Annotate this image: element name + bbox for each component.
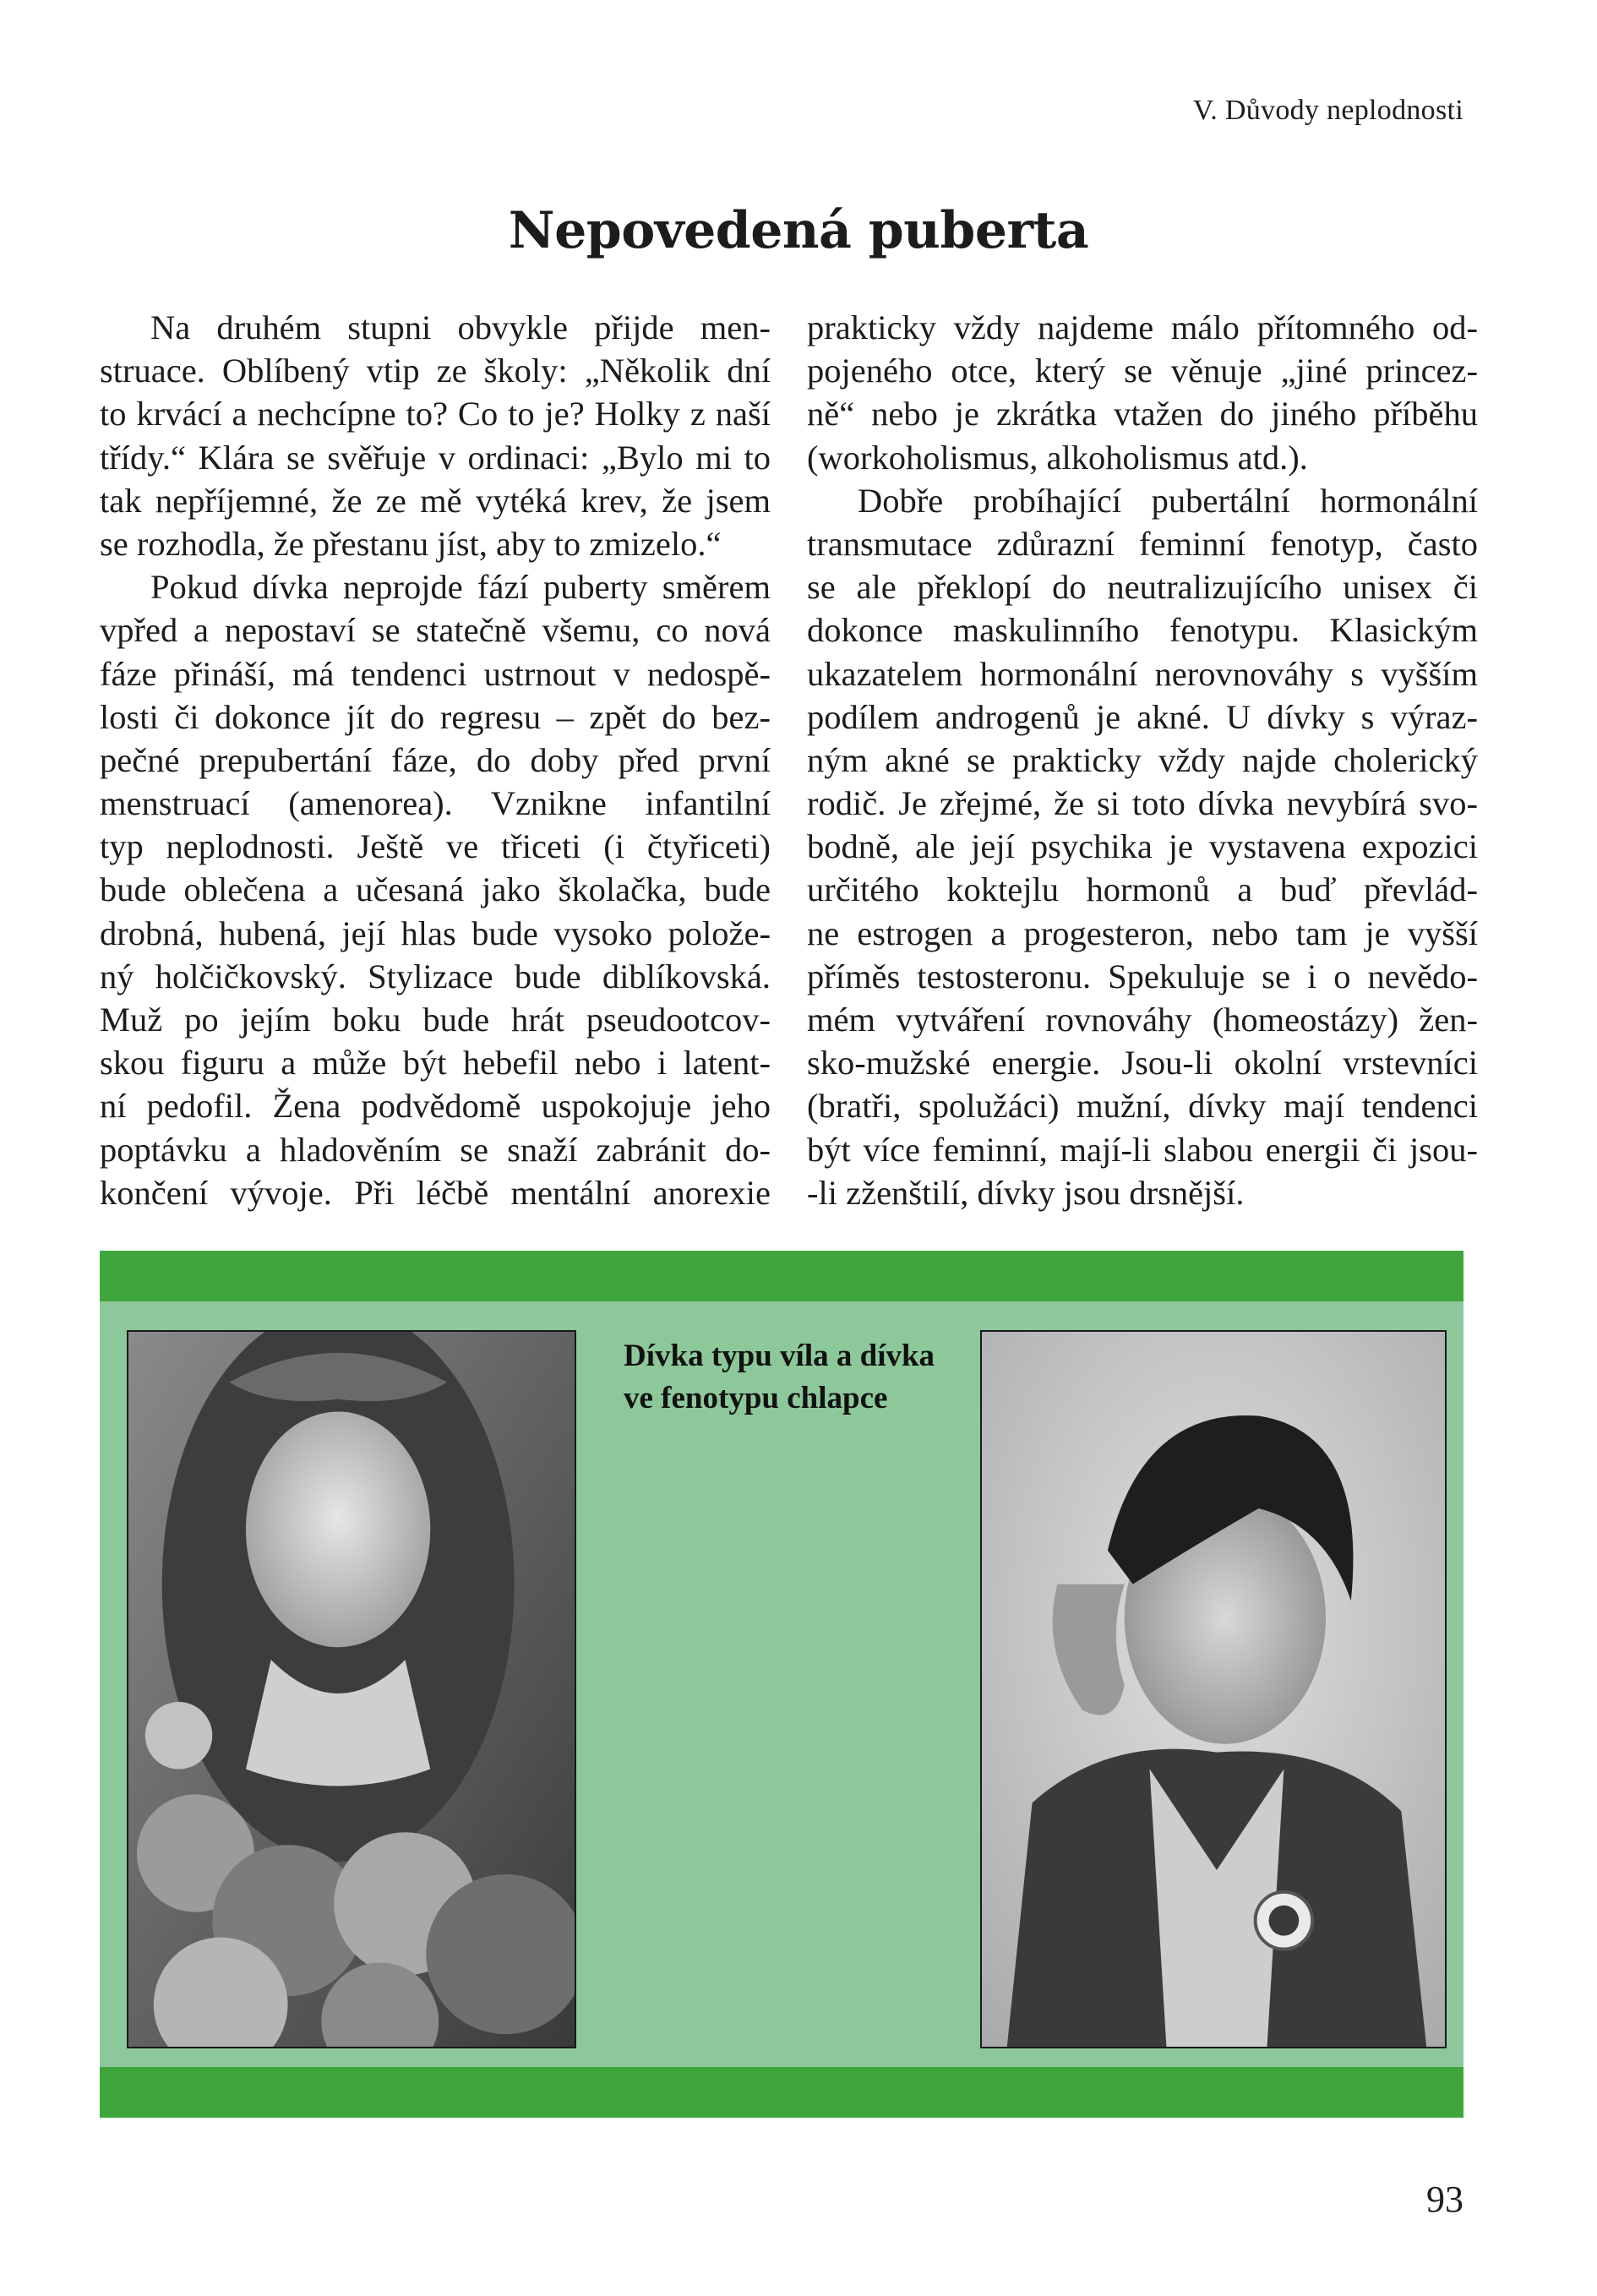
text-line: třídy.“ Klára se svěřuje v ordinaci: „Bylo mi to	[100, 438, 771, 477]
text-line: poptávku a hladověním se snaží zabránit do-	[100, 1130, 771, 1169]
text-line: -li zženštilí, dívky jsou drsnější.	[807, 1173, 1245, 1212]
text-line: transmutace zdůrazní feminní fenotyp, často	[807, 524, 1478, 563]
text-line: menstruací (amenorea). Vznikne infantilní	[100, 784, 771, 823]
text-line: struace. Oblíbený vtip ze školy: „Několik dní	[100, 352, 771, 390]
left-column	[100, 306, 771, 1214]
page-number: 93	[1426, 2179, 1463, 2220]
caption-line: Dívka typu víla a dívka	[624, 1339, 935, 1373]
caption-line: ve fenotypu chlapce	[624, 1381, 888, 1415]
text-line: typ neplodnosti. Ještě ve třiceti (i čtyřiceti)	[100, 827, 771, 866]
right-column	[807, 306, 1478, 1214]
text-line: ní pedofil. Žena podvědomě uspokojuje jeho	[100, 1087, 771, 1126]
text-line: fáze přináší, má tendenci ustrnout v nedospě-	[100, 654, 771, 693]
text-line: podílem androgenů je akné. U dívky s výraz-	[807, 697, 1478, 736]
text-line: (workoholismus, alkoholismus atd.).	[807, 438, 1308, 477]
text-line: mém vytváření rovnováhy (homeostázy) žen-	[807, 1001, 1478, 1039]
text-line: ne estrogen a progesteron, nebo tam je vyšší	[807, 913, 1478, 952]
figure-caption	[624, 1335, 962, 1420]
text-line: ukazatelem hormonální nerovnováhy s vyšším	[807, 654, 1478, 693]
text-line: bodně, ale její psychika je vystavena expozici	[807, 827, 1478, 866]
text-line: pečné prepubertání fáze, do doby před první	[100, 740, 771, 779]
text-line: (bratři, spolužáci) mužní, dívky mají tendenci	[807, 1087, 1478, 1126]
text-line: dokonce maskulinního fenotypu. Klasickým	[807, 611, 1478, 650]
photo-boyish-girl	[980, 1330, 1447, 2048]
text-line: se ale překlopí do neutralizujícího unisex či	[807, 568, 1478, 607]
text-line: končení vývoje. Při léčbě mentální anorexie	[100, 1173, 771, 1212]
text-line: pojeného otce, který se věnuje „jiné princez-	[807, 352, 1478, 390]
photo-fairy-girl-image	[128, 1332, 575, 2047]
figure-panel	[100, 1251, 1463, 2118]
running-head: V. Důvody neplodnosti	[1192, 95, 1463, 126]
text-line: to krvácí a nechcípne to? Co to je? Holky z naší	[100, 395, 771, 434]
text-line: skou figuru a může být hebefil nebo i latent-	[100, 1044, 771, 1083]
text-line: určitého koktejlu hormonů a buď převlád-	[807, 870, 1478, 909]
text-line: příměs testosteronu. Spekuluje se i o nevědo-	[807, 957, 1478, 995]
photo-fairy-girl	[127, 1330, 576, 2048]
text-line: vpřed a nepostaví se statečně všemu, co nová	[100, 611, 771, 650]
text-line: rodič. Je zřejmé, že si toto dívka nevybírá svo-	[807, 784, 1478, 823]
text-line: prakticky vždy najdeme málo přítomného od-	[807, 308, 1478, 346]
text-line: Pokud dívka neprojde fází puberty směrem	[150, 568, 771, 607]
page-title: Nepovedená puberta	[508, 201, 1089, 260]
text-line: losti či dokonce jít do regresu – zpět do bez-	[100, 697, 771, 736]
text-line: sko-mužské energie. Jsou-li okolní vrstevníci	[807, 1044, 1478, 1083]
text-line: Na druhém stupni obvykle přijde men-	[150, 308, 771, 346]
text-line: drobná, hubená, její hlas bude vysoko polože-	[100, 913, 771, 952]
text-line: bude oblečena a učesaná jako školačka, bude	[100, 870, 771, 909]
text-line: se rozhodla, že přestanu jíst, aby to zmizelo.“	[100, 524, 722, 563]
figure-top-band	[100, 1251, 1463, 1301]
text-line: Dobře probíhající pubertální hormonální	[858, 481, 1478, 520]
text-line: ným akné se prakticky vždy najde cholerický	[807, 740, 1478, 779]
text-line: být více feminní, mají-li slabou energii či jsou-	[807, 1130, 1478, 1169]
text-line: ný holčičkovský. Stylizace bude diblíkovská.	[100, 957, 771, 995]
text-line: Muž po jejím boku bude hrát pseudootcov-	[100, 1001, 771, 1039]
figure-bottom-band	[100, 2067, 1463, 2118]
text-line: tak nepříjemné, že ze mě vytéká krev, že jsem	[100, 481, 771, 520]
photo-boyish-girl-image	[982, 1332, 1445, 2047]
text-line: ně“ nebo je zkrátka vtažen do jiného příběhu	[807, 395, 1478, 434]
